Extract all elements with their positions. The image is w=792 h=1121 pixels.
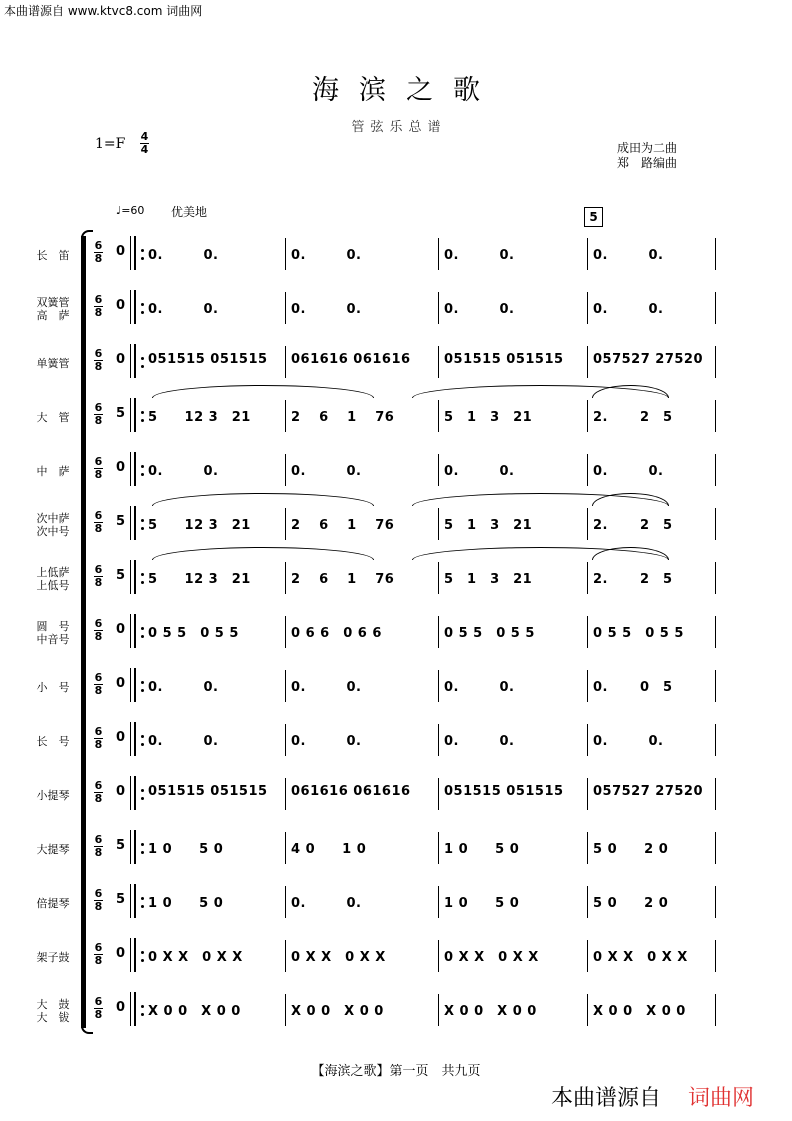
watermark-accent: 词曲网 xyxy=(688,1086,755,1111)
barline xyxy=(587,292,588,324)
barline xyxy=(587,238,588,270)
barline xyxy=(438,508,439,540)
repeat-dot xyxy=(141,959,144,962)
repeat-dot xyxy=(141,573,144,576)
measure: 0. 0. xyxy=(291,680,362,695)
measure: 2. 2 5 xyxy=(593,410,673,425)
repeat-dot xyxy=(141,527,144,530)
instrument-name: 倍提琴 xyxy=(36,896,70,910)
barline xyxy=(285,400,286,432)
key-signature: 1=F xyxy=(95,136,126,152)
time-signature: 6 8 xyxy=(94,347,103,373)
pickup-note: 5 xyxy=(116,406,126,421)
repeat-dot xyxy=(141,249,144,252)
barline xyxy=(285,346,286,378)
pickup-note: 0 xyxy=(116,946,126,961)
repeat-dot xyxy=(141,789,144,792)
barline xyxy=(438,886,439,918)
repeat-dot xyxy=(141,689,144,692)
repeat-barline xyxy=(134,344,136,378)
slur xyxy=(152,493,374,506)
barline xyxy=(285,724,286,756)
instrument-name: 中 萨 xyxy=(36,464,70,478)
barline xyxy=(715,616,716,648)
repeat-barline xyxy=(134,614,136,648)
barline xyxy=(587,454,588,486)
instrument-name: 小 号 xyxy=(36,680,70,694)
barline xyxy=(715,886,716,918)
barline xyxy=(715,994,716,1026)
repeat-barline xyxy=(134,992,136,1026)
measure: 0. 0. xyxy=(593,248,664,263)
measure: 0. 0. xyxy=(444,734,515,749)
barline xyxy=(715,238,716,270)
measure: 0. 0. xyxy=(148,734,219,749)
barline xyxy=(587,940,588,972)
time-signature: 6 8 xyxy=(94,509,103,535)
repeat-dot xyxy=(141,365,144,368)
rehearsal-mark: 5 xyxy=(584,207,603,227)
barline xyxy=(285,454,286,486)
barline xyxy=(130,236,131,270)
measure: 1 0 5 0 xyxy=(444,896,520,911)
repeat-barline xyxy=(134,290,136,324)
repeat-dot xyxy=(141,681,144,684)
measure: 5 1 3 21 xyxy=(444,572,533,587)
score-title: 海滨之歌 xyxy=(312,75,500,106)
measure: 0. 0. xyxy=(148,680,219,695)
instrument-name: 大 管 xyxy=(36,410,70,424)
barline xyxy=(285,292,286,324)
barline xyxy=(715,400,716,432)
barline xyxy=(438,778,439,810)
instrument-name: 大 鼓 大 钹 xyxy=(36,998,70,1024)
barline xyxy=(587,832,588,864)
repeat-barline xyxy=(134,668,136,702)
barline xyxy=(285,778,286,810)
repeat-dot xyxy=(141,411,144,414)
time-signature: 6 8 xyxy=(94,239,103,265)
tempo-mark: ♩=60 xyxy=(116,204,145,217)
repeat-dot xyxy=(141,743,144,746)
instrument-name: 架子鼓 xyxy=(36,950,70,964)
barline xyxy=(130,398,131,432)
barline xyxy=(715,454,716,486)
repeat-barline xyxy=(134,776,136,810)
barline xyxy=(715,292,716,324)
measure: 2. 2 5 xyxy=(593,572,673,587)
barline xyxy=(438,940,439,972)
barline xyxy=(715,562,716,594)
repeat-dot xyxy=(141,1013,144,1016)
time-signature: 6 8 xyxy=(94,617,103,643)
page-footer: 【海滨之歌】第一页 共九页 xyxy=(311,1064,481,1079)
barline xyxy=(715,832,716,864)
measure: 0 5 5 0 5 5 xyxy=(593,626,684,641)
time-signature: 6 8 xyxy=(94,401,103,427)
measure: 5 1 3 21 xyxy=(444,518,533,533)
repeat-dot xyxy=(141,905,144,908)
repeat-dot xyxy=(141,1005,144,1008)
key-time-signature: 4 4 xyxy=(140,130,149,156)
repeat-dot xyxy=(141,851,144,854)
instrument-name: 小提琴 xyxy=(36,788,70,802)
measure: 0. 0. xyxy=(291,896,362,911)
measure: 1 0 5 0 xyxy=(148,842,224,857)
pickup-note: 0 xyxy=(116,460,126,475)
instrument-name: 双簧管 高 萨 xyxy=(36,296,70,322)
score-subtitle: 管弦乐总谱 xyxy=(351,120,447,135)
repeat-dot xyxy=(141,311,144,314)
measure: 0. 0. xyxy=(444,248,515,263)
measure: 5 12 3 21 xyxy=(148,518,251,533)
repeat-barline xyxy=(134,938,136,972)
measure: 051515 051515 xyxy=(148,352,268,367)
time-signature: 6 8 xyxy=(94,293,103,319)
repeat-dot xyxy=(141,797,144,800)
barline xyxy=(130,992,131,1026)
pickup-note: 5 xyxy=(116,568,126,583)
barline xyxy=(285,616,286,648)
measure: 0 X X 0 X X xyxy=(291,950,386,965)
repeat-dot xyxy=(141,473,144,476)
repeat-dot xyxy=(141,627,144,630)
time-signature: 6 8 xyxy=(94,725,103,751)
measure: 5 1 3 21 xyxy=(444,410,533,425)
instrument-name: 单簧管 xyxy=(36,356,70,370)
barline xyxy=(130,776,131,810)
barline xyxy=(130,344,131,378)
measure: 051515 051515 xyxy=(444,352,564,367)
time-signature: 6 8 xyxy=(94,563,103,589)
measure: 5 12 3 21 xyxy=(148,572,251,587)
barline xyxy=(130,614,131,648)
measure: 0. 0. xyxy=(291,734,362,749)
pickup-note: 5 xyxy=(116,892,126,907)
barline xyxy=(438,670,439,702)
barline xyxy=(438,454,439,486)
time-signature: 6 8 xyxy=(94,941,103,967)
repeat-dot xyxy=(141,843,144,846)
measure: 057527 27520 xyxy=(593,352,704,367)
barline xyxy=(438,832,439,864)
barline xyxy=(587,562,588,594)
instrument-name: 长 笛 xyxy=(36,248,70,262)
pickup-note: 0 xyxy=(116,676,126,691)
measure: 2. 2 5 xyxy=(593,518,673,533)
barline xyxy=(130,884,131,918)
repeat-barline xyxy=(134,236,136,270)
repeat-dot xyxy=(141,419,144,422)
measure: 0 5 5 0 5 5 xyxy=(444,626,535,641)
repeat-dot xyxy=(141,635,144,638)
pickup-note: 0 xyxy=(116,784,126,799)
measure: 1 0 5 0 xyxy=(444,842,520,857)
repeat-barline xyxy=(134,506,136,540)
barline xyxy=(285,994,286,1026)
measure: 2 6 1 76 xyxy=(291,518,395,533)
measure: 051515 051515 xyxy=(444,784,564,799)
barline xyxy=(587,616,588,648)
arranger-credit: 郑 路编曲 xyxy=(617,156,678,170)
measure: X 0 0 X 0 0 xyxy=(593,1004,686,1019)
repeat-barline xyxy=(134,452,136,486)
pickup-note: 0 xyxy=(116,244,126,259)
barline xyxy=(587,670,588,702)
measure: 5 0 2 0 xyxy=(593,896,669,911)
measure: 4 0 1 0 xyxy=(291,842,367,857)
barline xyxy=(130,452,131,486)
measure: 057527 27520 xyxy=(593,784,704,799)
time-signature: 6 8 xyxy=(94,455,103,481)
barline xyxy=(587,400,588,432)
barline xyxy=(130,722,131,756)
measure: 0. 0. xyxy=(291,248,362,263)
barline xyxy=(587,724,588,756)
repeat-dot xyxy=(141,519,144,522)
measure: X 0 0 X 0 0 xyxy=(148,1004,241,1019)
composer-credit: 成田为二曲 xyxy=(617,141,678,155)
repeat-dot xyxy=(141,357,144,360)
barline xyxy=(438,994,439,1026)
measure: 2 6 1 76 xyxy=(291,410,395,425)
instrument-name: 次中萨 次中号 xyxy=(36,512,70,538)
barline xyxy=(130,938,131,972)
barline xyxy=(130,668,131,702)
barline xyxy=(438,400,439,432)
source-header: 本曲谱源自 www.ktvc8.com 词曲网 xyxy=(4,4,203,18)
watermark: 本曲谱源自 xyxy=(551,1086,662,1111)
pickup-note: 0 xyxy=(116,352,126,367)
measure: 0. 0. xyxy=(291,302,362,317)
barline xyxy=(587,508,588,540)
barline xyxy=(130,506,131,540)
instrument-name: 长 号 xyxy=(36,734,70,748)
measure: 0 5 5 0 5 5 xyxy=(148,626,239,641)
barline xyxy=(587,778,588,810)
measure: 0. 0. xyxy=(593,464,664,479)
barline xyxy=(587,886,588,918)
repeat-barline xyxy=(134,884,136,918)
instrument-name: 圆 号 中音号 xyxy=(36,620,70,646)
repeat-dot xyxy=(141,257,144,260)
pickup-note: 5 xyxy=(116,514,126,529)
repeat-barline xyxy=(134,398,136,432)
barline xyxy=(715,724,716,756)
repeat-barline xyxy=(134,722,136,756)
repeat-barline xyxy=(134,830,136,864)
measure: 0 6 6 0 6 6 xyxy=(291,626,382,641)
instrument-name: 上低萨 上低号 xyxy=(36,566,70,592)
measure: 0. 0. xyxy=(593,302,664,317)
pickup-note: 0 xyxy=(116,1000,126,1015)
barline xyxy=(715,940,716,972)
barline xyxy=(438,346,439,378)
barline xyxy=(130,830,131,864)
barline xyxy=(438,238,439,270)
barline xyxy=(715,508,716,540)
pickup-note: 0 xyxy=(116,298,126,313)
pickup-note: 5 xyxy=(116,838,126,853)
measure: 5 0 2 0 xyxy=(593,842,669,857)
measure: X 0 0 X 0 0 xyxy=(291,1004,384,1019)
barline xyxy=(285,670,286,702)
repeat-barline xyxy=(134,560,136,594)
pickup-note: 0 xyxy=(116,730,126,745)
time-signature: 6 8 xyxy=(94,671,103,697)
instrument-name: 大提琴 xyxy=(36,842,70,856)
measure: 061616 061616 xyxy=(291,784,411,799)
barline xyxy=(285,886,286,918)
repeat-dot xyxy=(141,465,144,468)
measure: 2 6 1 76 xyxy=(291,572,395,587)
barline xyxy=(715,670,716,702)
repeat-dot xyxy=(141,735,144,738)
repeat-dot xyxy=(141,897,144,900)
measure: 0. 0 5 xyxy=(593,680,673,695)
measure: 1 0 5 0 xyxy=(148,896,224,911)
barline xyxy=(285,940,286,972)
barline xyxy=(438,616,439,648)
time-signature: 6 8 xyxy=(94,779,103,805)
measure: 0. 0. xyxy=(291,464,362,479)
measure: 5 12 3 21 xyxy=(148,410,251,425)
time-signature: 6 8 xyxy=(94,887,103,913)
barline xyxy=(130,560,131,594)
pickup-note: 0 xyxy=(116,622,126,637)
slur xyxy=(152,547,374,560)
repeat-dot xyxy=(141,303,144,306)
barline xyxy=(587,346,588,378)
barline xyxy=(438,562,439,594)
barline xyxy=(285,238,286,270)
barline xyxy=(438,292,439,324)
barline xyxy=(130,290,131,324)
barline xyxy=(438,724,439,756)
measure: X 0 0 X 0 0 xyxy=(444,1004,537,1019)
measure: 0. 0. xyxy=(148,248,219,263)
barline xyxy=(285,562,286,594)
measure: 0. 0. xyxy=(148,464,219,479)
measure: 0. 0. xyxy=(444,464,515,479)
measure: 0 X X 0 X X xyxy=(148,950,243,965)
repeat-dot xyxy=(141,951,144,954)
barline xyxy=(285,832,286,864)
measure: 0 X X 0 X X xyxy=(593,950,688,965)
expression-mark: 优美地 xyxy=(171,205,208,219)
measure: 0. 0. xyxy=(148,302,219,317)
time-signature: 6 8 xyxy=(94,833,103,859)
barline xyxy=(715,346,716,378)
measure: 0 X X 0 X X xyxy=(444,950,539,965)
slur xyxy=(152,385,374,398)
barline xyxy=(587,994,588,1026)
measure: 0. 0. xyxy=(593,734,664,749)
measure: 0. 0. xyxy=(444,302,515,317)
measure: 0. 0. xyxy=(444,680,515,695)
measure: 051515 051515 xyxy=(148,784,268,799)
repeat-dot xyxy=(141,581,144,584)
measure: 061616 061616 xyxy=(291,352,411,367)
barline xyxy=(715,778,716,810)
barline xyxy=(285,508,286,540)
time-signature: 6 8 xyxy=(94,995,103,1021)
